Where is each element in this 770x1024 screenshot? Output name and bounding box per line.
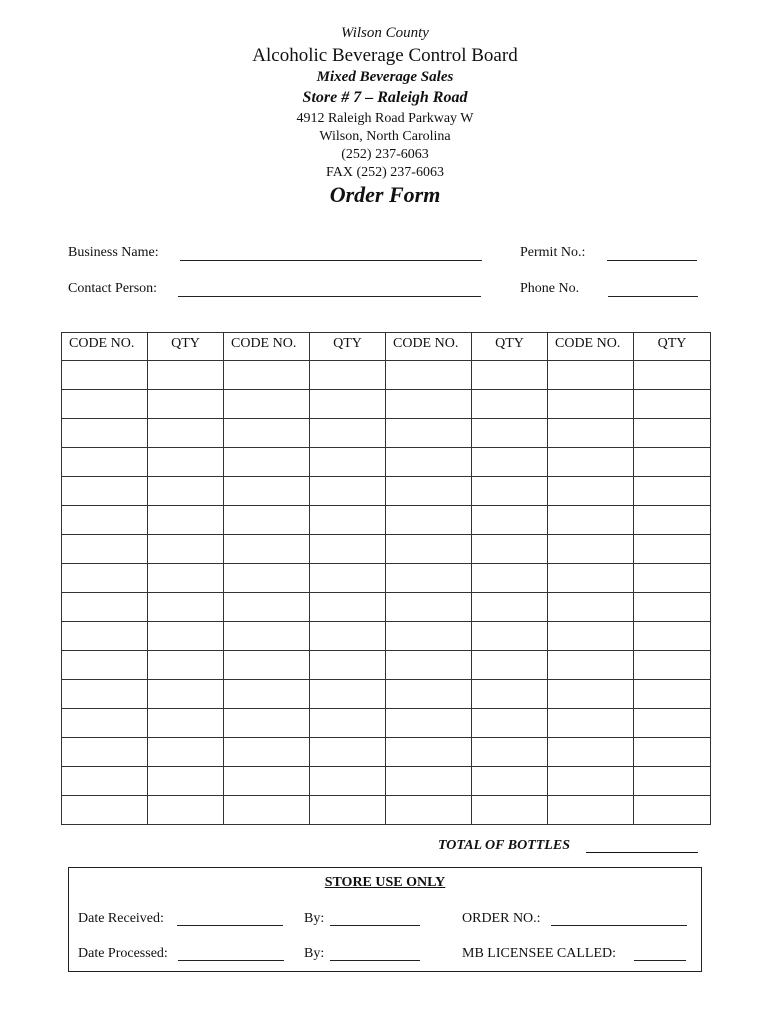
code-no-cell[interactable] [224, 361, 310, 390]
order-table [61, 332, 711, 825]
date-received-field[interactable] [177, 925, 283, 926]
mb-licensee-called-field[interactable] [634, 960, 686, 961]
code-no-cell[interactable] [548, 622, 634, 651]
qty-cell[interactable] [148, 651, 224, 680]
qty-cell[interactable] [634, 477, 711, 506]
code-no-cell[interactable] [386, 448, 472, 477]
qty-cell[interactable] [148, 506, 224, 535]
qty-cell[interactable] [472, 622, 548, 651]
code-no-cell[interactable] [386, 361, 472, 390]
qty-cell[interactable] [310, 622, 386, 651]
code-no-cell[interactable] [62, 419, 148, 448]
qty-cell[interactable] [634, 622, 711, 651]
business-name-field[interactable] [180, 260, 482, 261]
qty-cell[interactable] [634, 709, 711, 738]
qty-cell[interactable] [148, 477, 224, 506]
code-no-cell[interactable] [62, 680, 148, 709]
code-no-cell[interactable] [386, 651, 472, 680]
qty-cell[interactable] [148, 361, 224, 390]
qty-cell[interactable] [634, 651, 711, 680]
qty-cell[interactable] [148, 738, 224, 767]
code-no-cell[interactable] [386, 680, 472, 709]
table-row [62, 390, 711, 419]
order-no-label: ORDER NO.: [462, 911, 541, 926]
code-no-cell[interactable] [224, 651, 310, 680]
table-row [62, 564, 711, 593]
order-no-field[interactable] [551, 925, 687, 926]
code-no-cell[interactable] [386, 796, 472, 825]
code-no-cell[interactable] [548, 506, 634, 535]
qty-cell[interactable] [310, 535, 386, 564]
contact-person-label: Contact Person: [68, 281, 158, 296]
table-row [62, 535, 711, 564]
permit-no-label: Permit No.: [520, 245, 586, 260]
code-no-cell[interactable] [386, 535, 472, 564]
order-table-body [62, 361, 711, 825]
qty-cell[interactable] [310, 651, 386, 680]
qty-cell[interactable] [148, 680, 224, 709]
permit-no-field[interactable] [607, 260, 697, 261]
code-no-cell[interactable] [62, 796, 148, 825]
code-no-cell[interactable] [62, 477, 148, 506]
county-name: Wilson County [341, 25, 429, 41]
qty-cell[interactable] [472, 738, 548, 767]
code-no-cell[interactable] [548, 796, 634, 825]
code-no-cell[interactable] [548, 680, 634, 709]
code-no-cell[interactable] [62, 622, 148, 651]
qty-cell[interactable] [472, 448, 548, 477]
qty-cell[interactable] [472, 796, 548, 825]
code-no-cell[interactable] [224, 593, 310, 622]
code-no-cell[interactable] [386, 390, 472, 419]
code-no-cell[interactable] [548, 477, 634, 506]
code-no-cell[interactable] [62, 738, 148, 767]
code-no-cell[interactable] [224, 477, 310, 506]
qty-cell[interactable] [472, 593, 548, 622]
table-row [62, 651, 711, 680]
qty-cell[interactable] [634, 796, 711, 825]
qty-cell[interactable] [310, 506, 386, 535]
qty-cell[interactable] [472, 506, 548, 535]
qty-cell[interactable] [148, 390, 224, 419]
qty-cell[interactable] [634, 680, 711, 709]
column-header-qty: QTY [148, 333, 224, 361]
qty-cell[interactable] [310, 738, 386, 767]
code-no-cell[interactable] [62, 767, 148, 796]
qty-cell[interactable] [634, 419, 711, 448]
code-no-cell[interactable] [62, 390, 148, 419]
code-no-cell[interactable] [224, 448, 310, 477]
code-no-cell[interactable] [548, 709, 634, 738]
code-no-cell[interactable] [386, 738, 472, 767]
table-header-row [62, 333, 711, 361]
column-header-qty: QTY [634, 333, 711, 361]
business-name-label: Business Name: [68, 245, 159, 260]
qty-cell[interactable] [472, 564, 548, 593]
code-no-cell[interactable] [386, 593, 472, 622]
qty-cell[interactable] [634, 390, 711, 419]
qty-cell[interactable] [310, 419, 386, 448]
table-row [62, 680, 711, 709]
qty-cell[interactable] [148, 564, 224, 593]
qty-cell[interactable] [634, 593, 711, 622]
qty-cell[interactable] [310, 477, 386, 506]
qty-cell[interactable] [310, 680, 386, 709]
processed-by-label: By: [304, 946, 325, 961]
store-use-title: STORE USE ONLY [324, 875, 446, 890]
qty-cell[interactable] [310, 709, 386, 738]
table-row [62, 796, 711, 825]
code-no-cell[interactable] [62, 535, 148, 564]
code-no-cell[interactable] [62, 651, 148, 680]
board-name: Alcoholic Beverage Control Board [252, 45, 518, 66]
code-no-cell[interactable] [224, 680, 310, 709]
qty-cell[interactable] [634, 361, 711, 390]
code-no-cell[interactable] [224, 709, 310, 738]
qty-cell[interactable] [148, 448, 224, 477]
code-no-cell[interactable] [62, 709, 148, 738]
sales-subtitle: Mixed Beverage Sales [316, 69, 454, 85]
code-no-cell[interactable] [548, 593, 634, 622]
qty-cell[interactable] [634, 448, 711, 477]
store-name: Store # 7 – Raleigh Road [302, 89, 468, 106]
qty-cell[interactable] [310, 564, 386, 593]
code-no-cell[interactable] [62, 506, 148, 535]
table-row [62, 622, 711, 651]
table-row [62, 593, 711, 622]
code-no-cell[interactable] [386, 709, 472, 738]
code-no-cell[interactable] [548, 564, 634, 593]
total-bottles-field[interactable] [586, 852, 698, 853]
address-line-1: 4912 Raleigh Road Parkway W [296, 111, 474, 126]
qty-cell[interactable] [634, 738, 711, 767]
code-no-cell[interactable] [548, 390, 634, 419]
qty-cell[interactable] [148, 709, 224, 738]
code-no-cell[interactable] [386, 506, 472, 535]
qty-cell[interactable] [472, 680, 548, 709]
qty-cell[interactable] [472, 419, 548, 448]
table-row [62, 709, 711, 738]
code-no-cell[interactable] [386, 564, 472, 593]
phone-no-field[interactable] [608, 296, 698, 297]
code-no-cell[interactable] [224, 738, 310, 767]
address-line-2: Wilson, North Carolina [319, 129, 451, 144]
table-row [62, 361, 711, 390]
processed-by-field[interactable] [330, 960, 420, 961]
code-no-cell[interactable] [224, 767, 310, 796]
qty-cell[interactable] [310, 796, 386, 825]
code-no-cell[interactable] [224, 796, 310, 825]
total-bottles-label: TOTAL OF BOTTLES [438, 838, 570, 853]
phone-no-label: Phone No. [520, 281, 580, 296]
column-header-code-no: CODE NO. [386, 333, 472, 361]
table-row [62, 738, 711, 767]
code-no-cell[interactable] [224, 564, 310, 593]
qty-cell[interactable] [148, 535, 224, 564]
column-header-code-no: CODE NO. [62, 333, 148, 361]
phone-number: (252) 237-6063 [341, 147, 429, 162]
qty-cell[interactable] [148, 767, 224, 796]
qty-cell[interactable] [634, 535, 711, 564]
contact-person-field[interactable] [178, 296, 481, 297]
column-header-code-no: CODE NO. [548, 333, 634, 361]
code-no-cell[interactable] [386, 419, 472, 448]
qty-cell[interactable] [472, 767, 548, 796]
qty-cell[interactable] [148, 419, 224, 448]
qty-cell[interactable] [472, 361, 548, 390]
date-processed-label: Date Processed: [78, 946, 168, 961]
code-no-cell[interactable] [62, 361, 148, 390]
store-use-box [68, 867, 702, 972]
date-processed-field[interactable] [178, 960, 284, 961]
code-no-cell[interactable] [548, 535, 634, 564]
qty-cell[interactable] [472, 651, 548, 680]
code-no-cell[interactable] [62, 593, 148, 622]
code-no-cell[interactable] [548, 361, 634, 390]
code-no-cell[interactable] [224, 506, 310, 535]
qty-cell[interactable] [472, 709, 548, 738]
qty-cell[interactable] [310, 361, 386, 390]
qty-cell[interactable] [310, 448, 386, 477]
received-by-field[interactable] [330, 925, 420, 926]
code-no-cell[interactable] [548, 448, 634, 477]
table-row [62, 419, 711, 448]
mb-licensee-called-label: MB LICENSEE CALLED: [462, 946, 616, 961]
column-header-qty: QTY [310, 333, 386, 361]
qty-cell[interactable] [634, 506, 711, 535]
code-no-cell[interactable] [548, 738, 634, 767]
qty-cell[interactable] [310, 390, 386, 419]
date-received-label: Date Received: [78, 911, 164, 926]
received-by-label: By: [304, 911, 325, 926]
column-header-code-no: CODE NO. [224, 333, 310, 361]
qty-cell[interactable] [310, 593, 386, 622]
qty-cell[interactable] [310, 767, 386, 796]
table-row [62, 477, 711, 506]
fax-number: FAX (252) 237-6063 [326, 165, 444, 180]
table-row [62, 506, 711, 535]
code-no-cell[interactable] [386, 767, 472, 796]
column-header-qty: QTY [472, 333, 548, 361]
qty-cell[interactable] [472, 535, 548, 564]
code-no-cell[interactable] [224, 535, 310, 564]
code-no-cell[interactable] [62, 448, 148, 477]
code-no-cell[interactable] [224, 622, 310, 651]
code-no-cell[interactable] [224, 419, 310, 448]
qty-cell[interactable] [148, 622, 224, 651]
form-title: Order Form [329, 182, 441, 207]
qty-cell[interactable] [148, 796, 224, 825]
qty-cell[interactable] [634, 767, 711, 796]
qty-cell[interactable] [472, 390, 548, 419]
qty-cell[interactable] [472, 477, 548, 506]
table-row [62, 448, 711, 477]
code-no-cell[interactable] [386, 622, 472, 651]
code-no-cell[interactable] [62, 564, 148, 593]
code-no-cell[interactable] [548, 767, 634, 796]
code-no-cell[interactable] [224, 390, 310, 419]
code-no-cell[interactable] [548, 419, 634, 448]
code-no-cell[interactable] [548, 651, 634, 680]
table-row [62, 767, 711, 796]
code-no-cell[interactable] [386, 477, 472, 506]
qty-cell[interactable] [634, 564, 711, 593]
qty-cell[interactable] [148, 593, 224, 622]
